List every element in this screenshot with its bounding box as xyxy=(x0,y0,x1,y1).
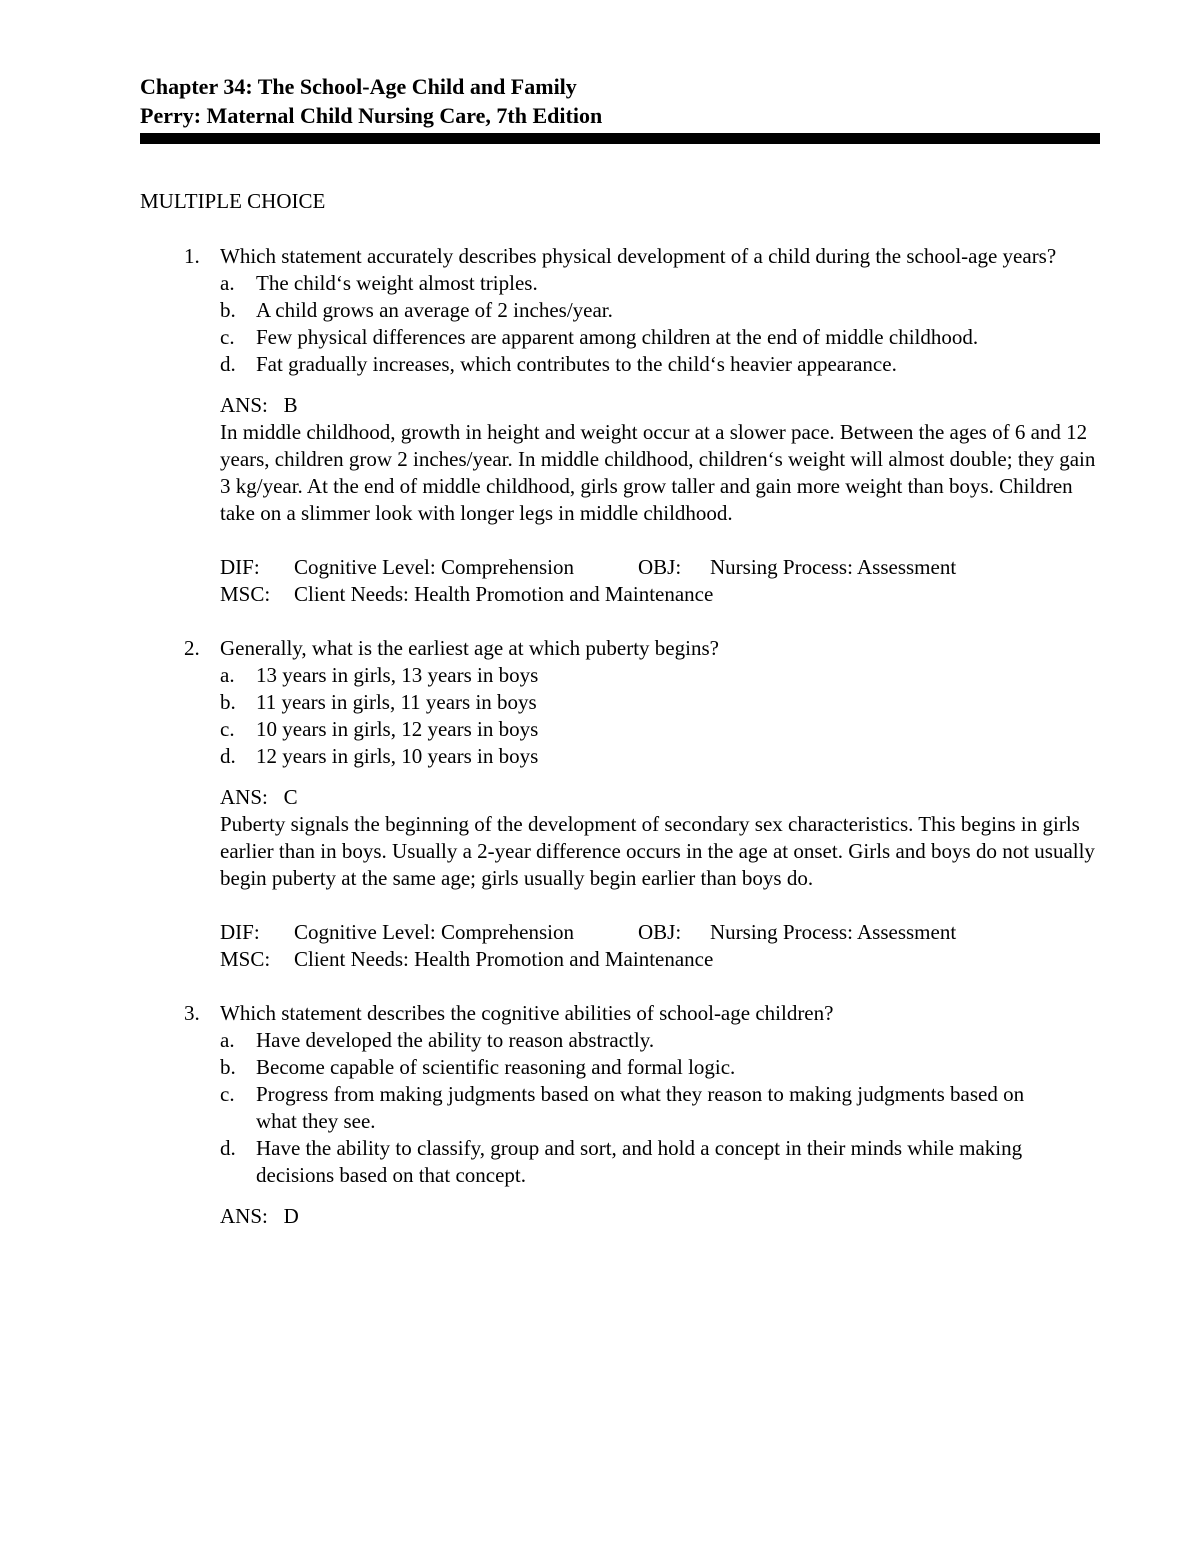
msc-value: Client Needs: Health Promotion and Maintenance xyxy=(294,582,714,606)
section-heading: MULTIPLE CHOICE xyxy=(140,189,326,213)
question-stem: Which statement accurately describes physical development of a child during the school-age years? xyxy=(220,244,1057,268)
question-2 xyxy=(140,635,1100,973)
choice-text: Progress from making judgments based on what they reason to making judgments based on what they see. xyxy=(256,1082,1025,1133)
choice-list xyxy=(220,662,1100,770)
choice-letter: c. xyxy=(220,717,235,741)
choice-c xyxy=(220,324,996,351)
meta-row-msc xyxy=(220,581,1100,608)
meta-row-dif xyxy=(220,919,1100,946)
choice-a xyxy=(220,1027,996,1054)
answer-label: ANS: xyxy=(220,1204,268,1228)
answer-value: B xyxy=(283,393,298,417)
choice-letter: c. xyxy=(220,325,235,349)
dif-label: DIF: xyxy=(220,920,260,944)
answer-label: ANS: xyxy=(220,785,268,809)
dif-label: DIF: xyxy=(220,555,260,579)
question-stem: Generally, what is the earliest age at which puberty begins? xyxy=(220,636,719,660)
msc-label: MSC: xyxy=(220,947,271,971)
choice-c xyxy=(220,716,996,743)
msc-value: Client Needs: Health Promotion and Maintenance xyxy=(294,947,714,971)
meta-row-dif xyxy=(220,554,1100,581)
choice-d xyxy=(220,351,1016,378)
choice-letter: c. xyxy=(220,1082,235,1106)
choice-letter: a. xyxy=(220,271,235,295)
choice-letter: d. xyxy=(220,1136,236,1160)
question-number: 1. xyxy=(184,244,200,268)
choice-list xyxy=(220,270,1100,378)
answer-block xyxy=(220,784,1100,892)
choice-letter: b. xyxy=(220,1055,236,1079)
choice-text: The child‘s weight almost triples. xyxy=(256,271,538,295)
document-page xyxy=(140,72,1100,1230)
obj-value: Nursing Process: Assessment xyxy=(710,920,957,944)
answer-value: D xyxy=(283,1204,299,1228)
question-1 xyxy=(140,243,1100,608)
choice-c xyxy=(220,1081,1056,1135)
rationale: In middle childhood, growth in height and weight occur at a slower pace. Between the ages of 6 and 12 years, children grow 2 inches/year. In middle childhood, children‘s weight will almost double; they gain 3 kg/year. At the end of middle childhood, girls grow taller and gain more weight than boys. Children take on a slimmer look with longer legs in middle childhood. xyxy=(220,420,1096,525)
document-header xyxy=(140,72,1100,130)
choice-letter: d. xyxy=(220,352,236,376)
choice-letter: d. xyxy=(220,744,236,768)
answer-value: C xyxy=(283,785,298,809)
answer-label: ANS: xyxy=(220,393,268,417)
answer-block xyxy=(220,1203,1100,1230)
obj-value: Nursing Process: Assessment xyxy=(710,555,957,579)
choice-b xyxy=(220,1054,996,1081)
choice-text: 10 years in girls, 12 years in boys xyxy=(256,717,539,741)
question-3 xyxy=(140,1000,1100,1230)
choice-letter: b. xyxy=(220,298,236,322)
question-number: 3. xyxy=(184,1001,200,1025)
obj-label: OBJ: xyxy=(638,555,682,579)
question-stem: Which statement describes the cognitive abilities of school-age children? xyxy=(220,1001,834,1025)
choice-text: 11 years in girls, 11 years in boys xyxy=(256,690,537,714)
dif-value: Cognitive Level: Comprehension xyxy=(294,555,574,579)
meta-row-msc xyxy=(220,946,1100,973)
header-divider xyxy=(140,133,1100,144)
choice-a xyxy=(220,270,996,297)
choice-text: Have the ability to classify, group and sort, and hold a concept in their minds while making decisions based on that concept. xyxy=(256,1136,1023,1187)
answer-line xyxy=(220,1203,1100,1230)
choice-text: 12 years in girls, 10 years in boys xyxy=(256,744,539,768)
question-metadata xyxy=(220,554,1100,608)
question-metadata xyxy=(220,919,1100,973)
dif-value: Cognitive Level: Comprehension xyxy=(294,920,574,944)
answer-block xyxy=(220,392,1100,527)
choice-text: Few physical differences are apparent among children at the end of middle childhood. xyxy=(256,325,979,349)
choice-text: Become capable of scientific reasoning and formal logic. xyxy=(256,1055,736,1079)
choice-b xyxy=(220,297,996,324)
book-title: Perry: Maternal Child Nursing Care, 7th Edition xyxy=(140,103,603,128)
choice-d xyxy=(220,1135,1056,1189)
choice-a xyxy=(220,662,996,689)
answer-line xyxy=(220,784,1100,811)
choice-letter: b. xyxy=(220,690,236,714)
choice-b xyxy=(220,689,996,716)
choice-text: 13 years in girls, 13 years in boys xyxy=(256,663,539,687)
choice-letter: a. xyxy=(220,663,235,687)
question-number: 2. xyxy=(184,636,200,660)
choice-text: Fat gradually increases, which contributes to the child‘s heavier appearance. xyxy=(256,352,897,376)
answer-line xyxy=(220,392,1100,419)
choice-d xyxy=(220,743,996,770)
choice-text: A child grows an average of 2 inches/year. xyxy=(256,298,613,322)
choice-list xyxy=(220,1027,1100,1189)
msc-label: MSC: xyxy=(220,582,271,606)
obj-label: OBJ: xyxy=(638,920,682,944)
rationale: Puberty signals the beginning of the development of secondary sex characteristics. This begins in girls earlier than in boys. Usually a 2-year difference occurs in the age at onset. Girls and boys do not usually begin puberty at the same age; girls usually begin earlier than boys do. xyxy=(220,812,1095,890)
choice-letter: a. xyxy=(220,1028,235,1052)
choice-text: Have developed the ability to reason abstractly. xyxy=(256,1028,655,1052)
chapter-title: Chapter 34: The School-Age Child and Family xyxy=(140,74,577,99)
